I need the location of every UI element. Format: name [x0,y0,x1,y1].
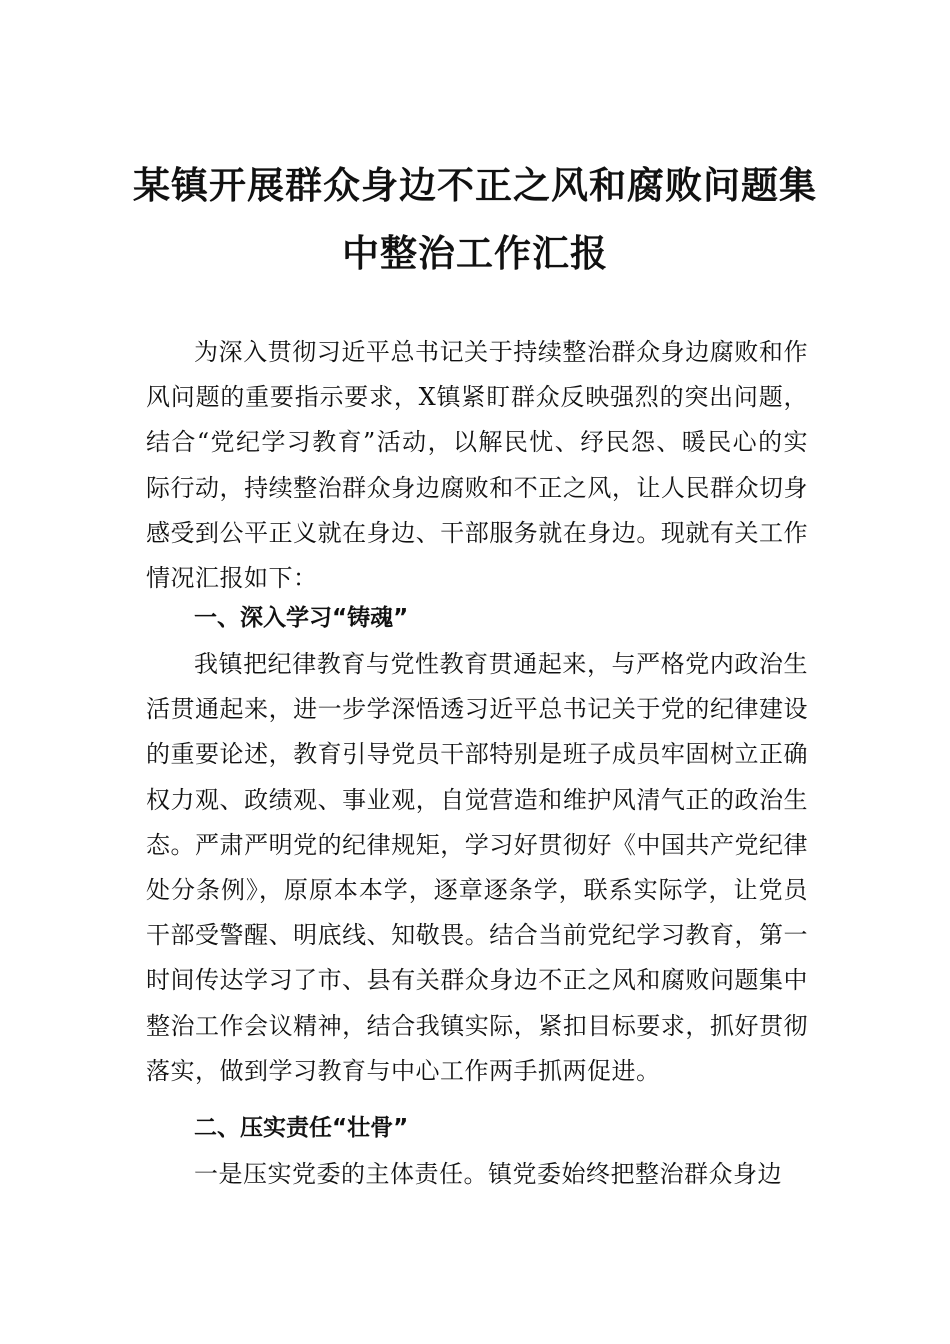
document-title-line-2: 中整治工作汇报 [342,231,608,275]
section-heading-2: 二、压实责任“壮骨” [194,1115,409,1141]
section-heading-1: 一、深入学习“铸魂” [194,605,409,631]
section-1-paragraph: 我镇把纪律教育与党性教育贯通起来，与严格党内政治生活贯通起来，进一步学深悟透习近平总书记关于党的纪律建设的重要论述，教育引导党员干部特别是班子成员牢固树立正确权力观、政绩观、事业观，自觉营造和维护风清气正的政治生态。严肃严明党的纪律规矩，学习好贯彻好《中国共产党纪律处分条例》，原原本本学，逐章逐条学，联系实际学，让党员干部受警醒、明底线、知敬畏。结合当前党纪学习教育，第一时间传达学习了市、县有关群众身边不正之风和腐败问题集中整治工作会议精神，结合我镇实际，紧扣目标要求，抓好贯彻落实，做到学习教育与中心工作两手抓两促进。 [146,650,808,1085]
section-2-paragraph: 一是压实党委的主体责任。镇党委始终把整治群众身边 [194,1160,782,1188]
intro-paragraph: 为深入贯彻习近平总书记关于持续整治群众身边腐败和作风问题的重要指示要求，X镇紧盯群众反映强烈的突出问题，结合“党纪学习教育”活动，以解民忧、纾民怨、暖民心的实际行动，持续整治群众身边腐败和不正之风，让人民群众切身感受到公平正义就在身边、干部服务就在身边。现就有关工作情况汇报如下： [146,338,808,593]
document-title-line-1: 某镇开展群众身边不正之风和腐败问题集 [133,163,817,207]
